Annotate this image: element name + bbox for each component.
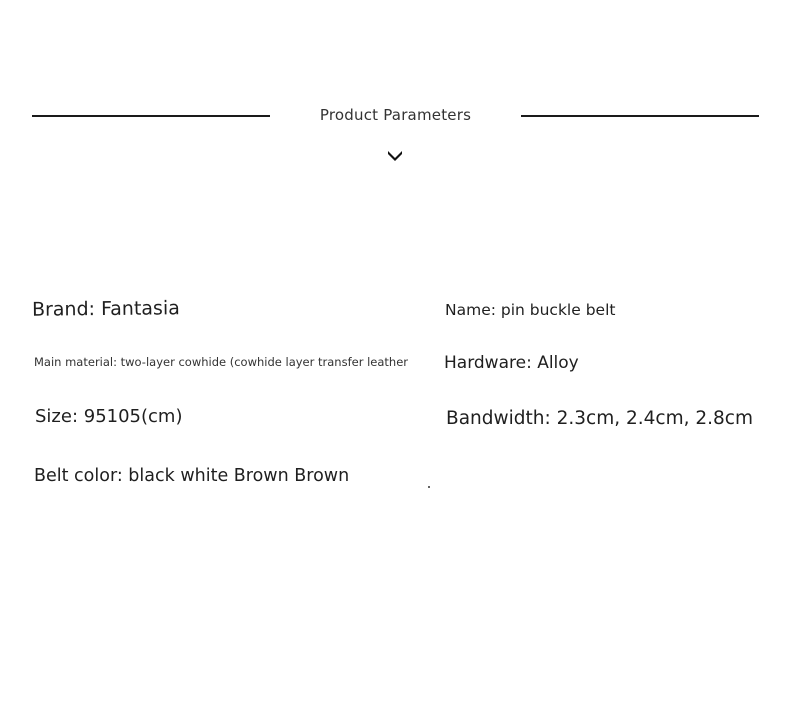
param-name: Name: pin buckle belt	[445, 301, 616, 319]
param-bandwidth: Bandwidth: 2.3cm, 2.4cm, 2.8cm	[446, 408, 753, 429]
param-size: Size: 95105(cm)	[35, 406, 183, 427]
left-divider	[32, 115, 270, 117]
param-belt-color: Belt color: black white Brown Brown	[34, 466, 350, 486]
param-hardware: Hardware: Alloy	[444, 353, 579, 373]
param-brand: Brand: Fantasia	[31, 297, 180, 321]
section-title: Product Parameters	[319, 106, 472, 124]
chevron-down-icon	[386, 148, 404, 162]
param-main-material: Main material: two-layer cowhide (cowhide layer transfer leather	[34, 355, 408, 369]
right-divider	[521, 115, 759, 117]
decorative-dot	[428, 486, 430, 488]
